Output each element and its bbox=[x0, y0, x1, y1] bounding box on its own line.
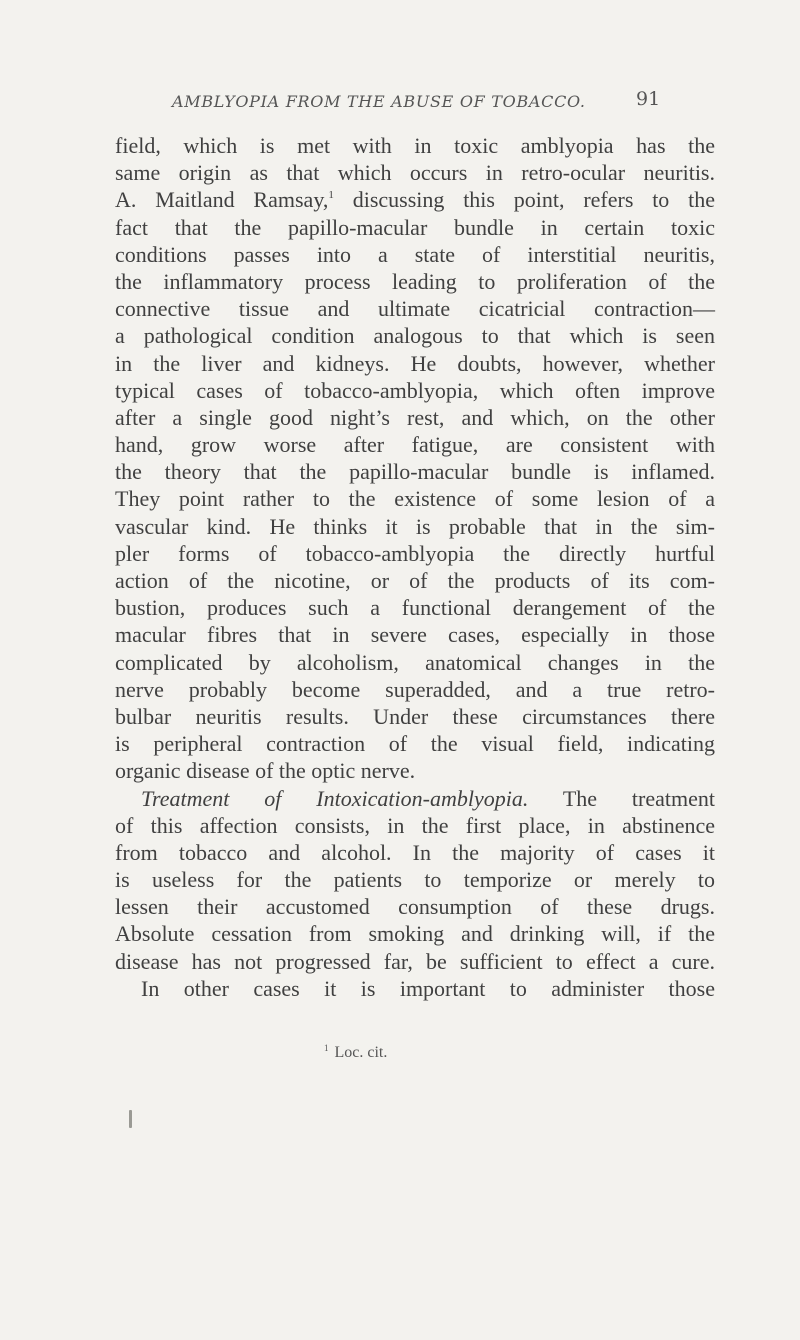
footnote-marker: 1 bbox=[324, 1043, 329, 1053]
body-text bbox=[115, 132, 715, 1002]
text-line: the theory that the papillo-macular bundle is inflamed. bbox=[115, 459, 715, 485]
text-run: A. Maitland Ramsay, bbox=[115, 187, 329, 213]
text-line bbox=[115, 186, 715, 213]
text-line: macular fibres that in severe cases, especially in those bbox=[115, 622, 715, 648]
page-number: 91 bbox=[636, 88, 661, 110]
text-line: a pathological condition analogous to that which is seen bbox=[115, 323, 715, 349]
text-line: field, which is met with in toxic amblyopia has the bbox=[115, 133, 715, 158]
text-line: conditions passes into a state of interstitial neuritis, bbox=[115, 241, 715, 267]
running-title: AMBLYOPIA FROM THE ABUSE OF TOBACCO. bbox=[172, 92, 586, 111]
text-line: organic disease of the optic nerve. bbox=[115, 758, 416, 784]
text-line: bulbar neuritis results. Under these circumstances there bbox=[115, 703, 715, 729]
text-line: complicated by alcoholism, anatomical changes in the bbox=[115, 649, 715, 675]
text-line: is useless for the patients to temporize or merely to bbox=[115, 867, 715, 893]
ink-speck bbox=[129, 1110, 132, 1128]
footnote-reference: 1 bbox=[328, 189, 334, 202]
text-line: lessen their accustomed consumption of these drugs. bbox=[115, 894, 715, 920]
text-line: vascular kind. He thinks it is probable that in the sim- bbox=[115, 513, 715, 539]
text-line: from tobacco and alcohol. In the majority of cases it bbox=[115, 839, 715, 865]
text-line: the inflammatory process leading to proliferation of the bbox=[115, 268, 715, 294]
text-line: They point rather to the existence of some lesion of a bbox=[115, 486, 715, 512]
text-run: discussing this point, refers to the bbox=[352, 187, 715, 213]
text-line: is peripheral contraction of the visual field, indicating bbox=[115, 731, 715, 757]
text-line: disease has not progressed far, be sufficient to effect a cure. bbox=[115, 948, 715, 974]
section-heading: Treatment of Intoxication-amblyopia. bbox=[141, 785, 529, 811]
text-line: hand, grow worse after fatigue, are consistent with bbox=[115, 432, 715, 458]
text-run: The treatment bbox=[562, 785, 715, 811]
footnote bbox=[324, 1043, 387, 1062]
footnote-text: Loc. cit. bbox=[334, 1044, 388, 1061]
running-head bbox=[0, 84, 800, 124]
text-line: action of the nicotine, or of the products of its com- bbox=[115, 568, 715, 593]
text-line bbox=[115, 785, 715, 812]
text-line: of this affection consists, in the first place, in abstinence bbox=[115, 812, 715, 838]
text-line: in the liver and kidneys. He doubts, however, whether bbox=[115, 350, 715, 376]
text-line: Absolute cessation from smoking and drinking will, if the bbox=[115, 921, 715, 947]
text-line: nerve probably become superadded, and a true retro- bbox=[115, 676, 715, 702]
text-line: In other cases it is important to administer those bbox=[141, 975, 715, 1001]
text-line: fact that the papillo-macular bundle in certain toxic bbox=[115, 214, 715, 240]
text-line: same origin as that which occurs in retro-ocular neuritis. bbox=[115, 160, 715, 186]
text-line: after a single good night’s rest, and which, on the other bbox=[115, 404, 715, 430]
text-line: typical cases of tobacco-amblyopia, which often improve bbox=[115, 377, 715, 403]
text-line: bustion, produces such a functional derangement of the bbox=[115, 595, 715, 621]
text-line: connective tissue and ultimate cicatricial contraction— bbox=[115, 296, 715, 322]
text-line: pler forms of tobacco-amblyopia the directly hurtful bbox=[115, 540, 715, 566]
